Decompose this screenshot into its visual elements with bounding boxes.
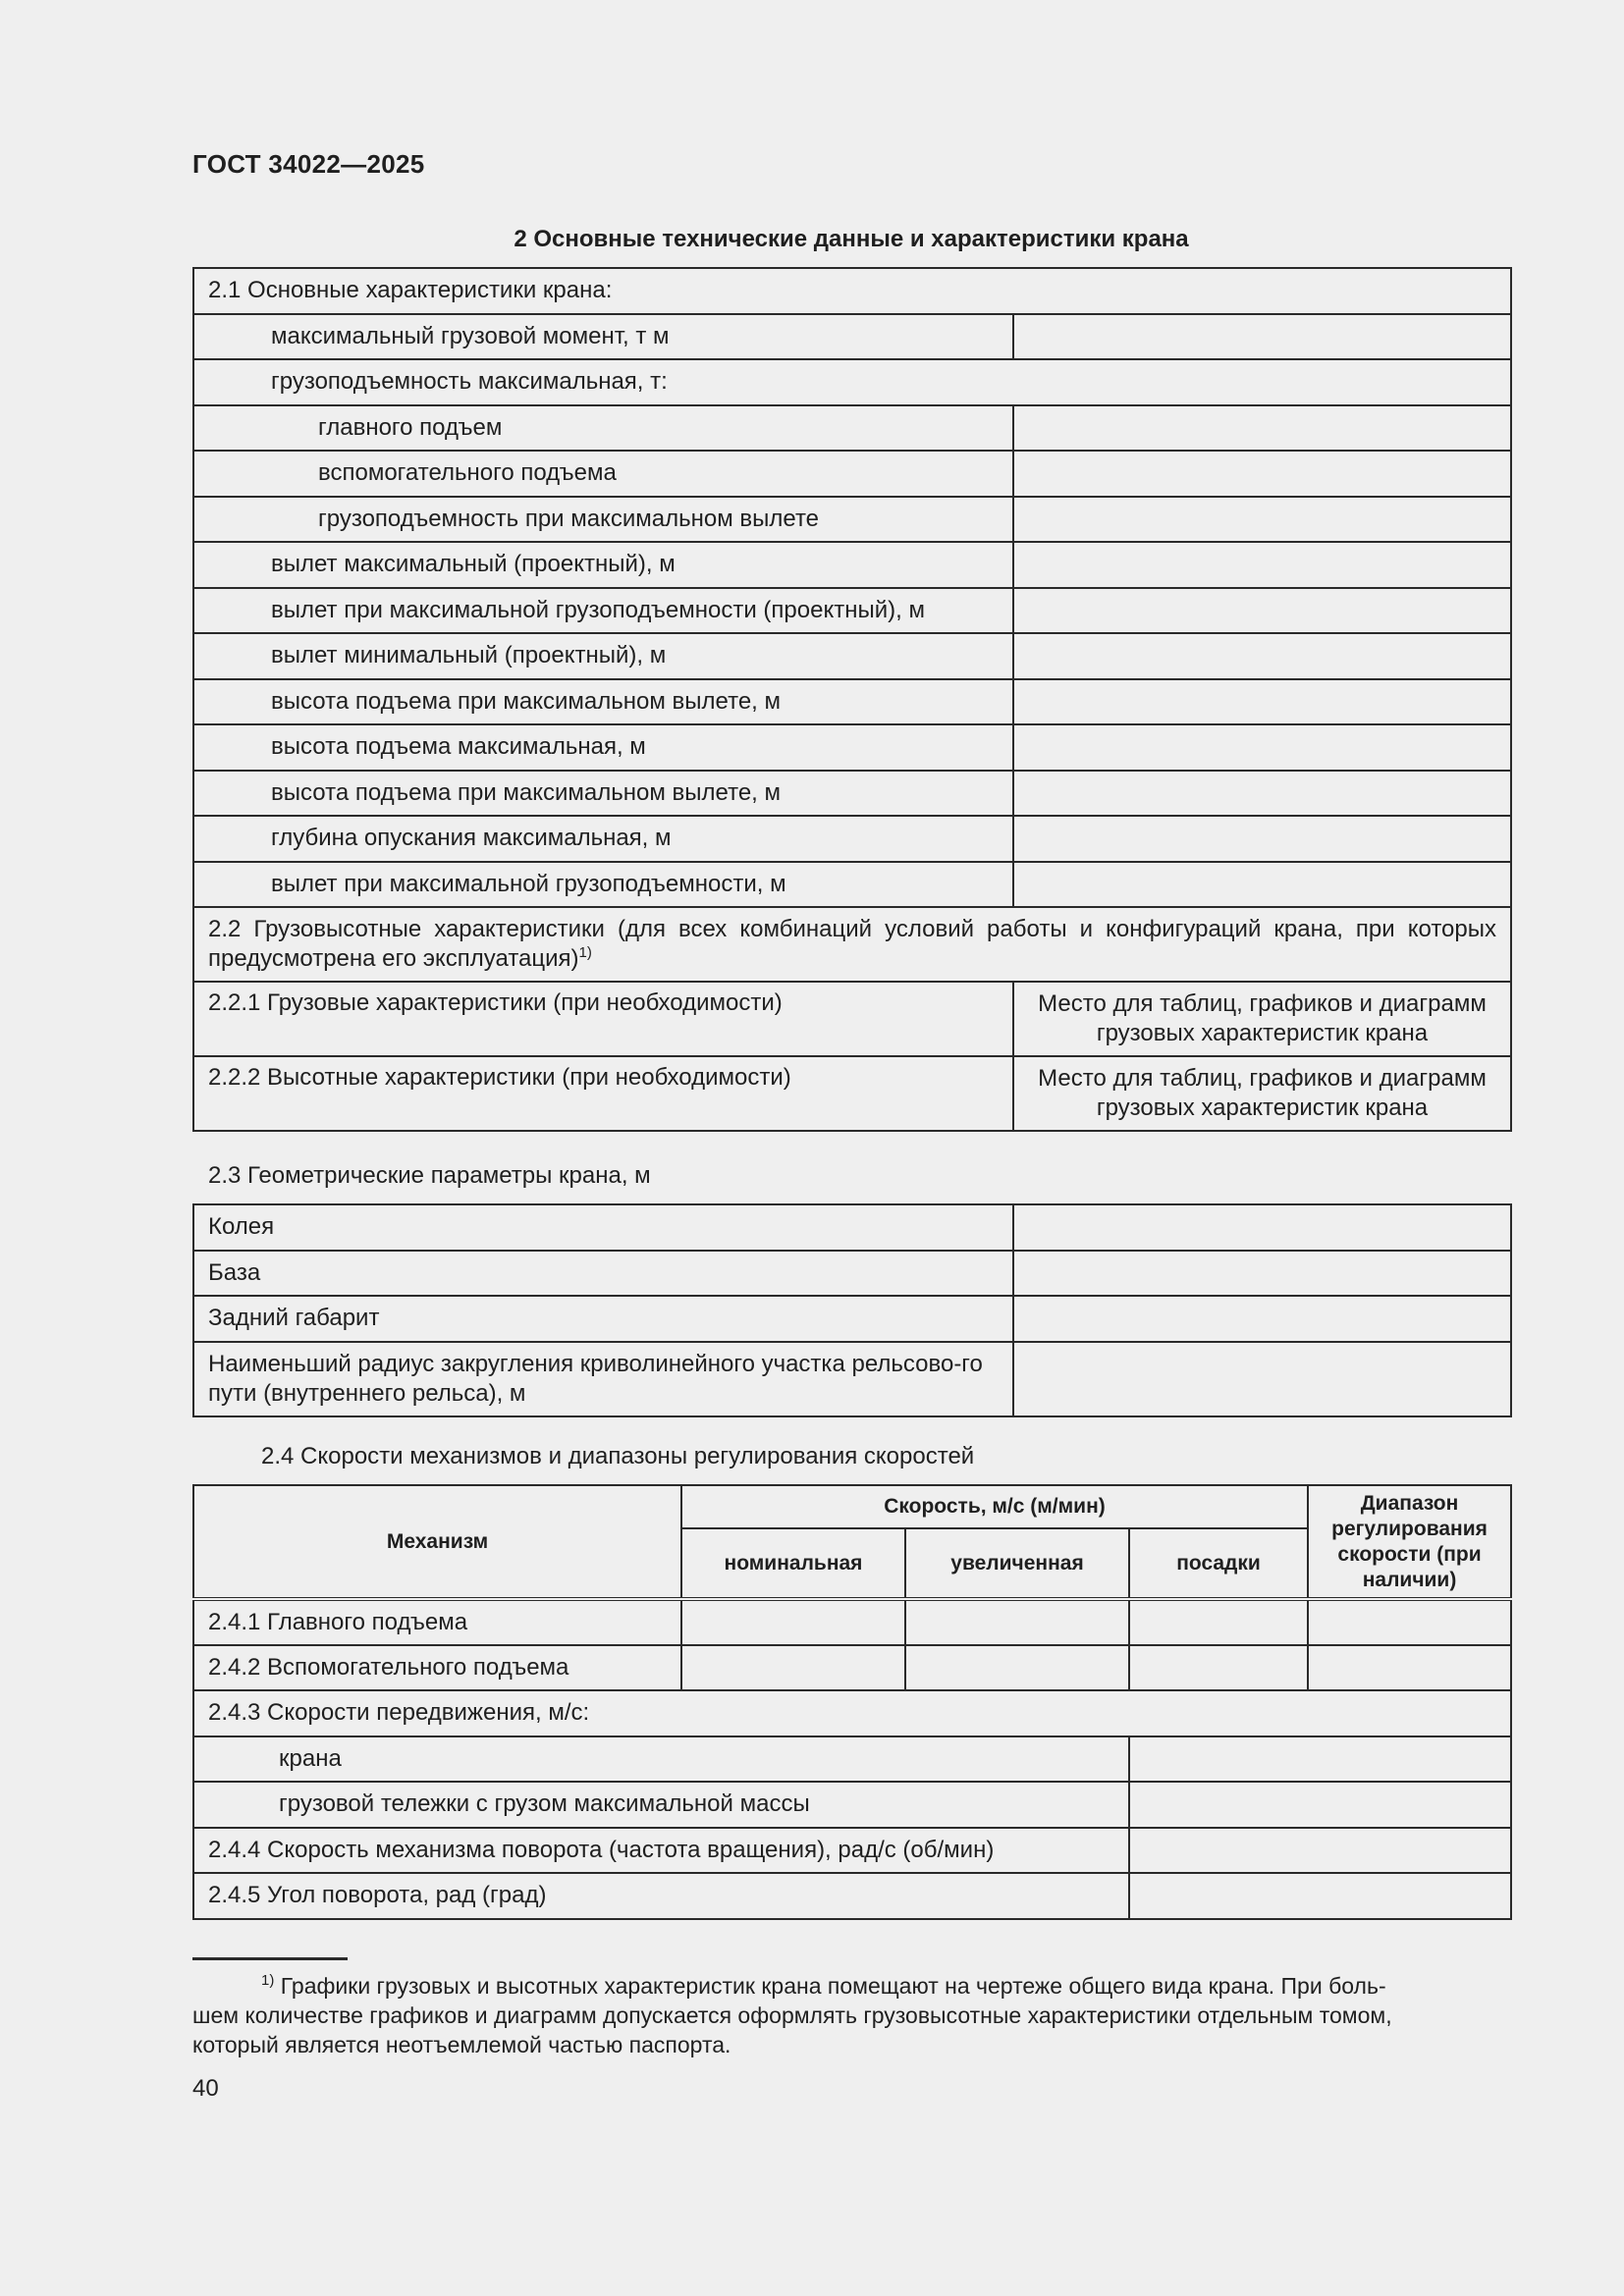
table-row xyxy=(193,724,1511,771)
table-row xyxy=(193,1296,1511,1342)
column-header-speed: Скорость, м/с (м/мин) xyxy=(681,1485,1308,1528)
section-2-3-label: 2.3 Геометрические параметры крана, м xyxy=(208,1162,651,1189)
footnote-mark: 1) xyxy=(261,1972,275,1989)
value-cell xyxy=(1013,1342,1511,1416)
value-cell xyxy=(1013,588,1511,634)
column-header-nominal: номинальная xyxy=(681,1528,905,1599)
section-2-2-label xyxy=(193,907,1511,982)
table-row xyxy=(193,405,1511,452)
value-cell xyxy=(1013,771,1511,817)
row-label: вылет при максимальной грузоподъемности, м xyxy=(193,862,1013,908)
row-label: Колея xyxy=(193,1204,1013,1251)
footnote-line xyxy=(192,1971,1510,2001)
table-row xyxy=(193,1736,1511,1783)
row-label: вспомогательного подъема xyxy=(193,451,1013,497)
section-2-4-label: 2.4 Скорости механизмов и диапазоны регулирования скоростей xyxy=(261,1443,975,1469)
section-2-2-2-label: 2.2.2 Высотные характеристики (при необходимости) xyxy=(193,1056,1013,1131)
table-row xyxy=(193,1056,1511,1131)
row-label: высота подъема максимальная, м xyxy=(193,724,1013,771)
section-2-2-1-label: 2.2.1 Грузовые характеристики (при необходимости) xyxy=(193,982,1013,1056)
value-cell xyxy=(1013,497,1511,543)
page-number: 40 xyxy=(192,2075,219,2102)
row-label: вылет максимальный (проектный), м xyxy=(193,542,1013,588)
row-label: вылет при максимальной грузоподъемности (проектный), м xyxy=(193,588,1013,634)
table-row xyxy=(193,862,1511,908)
row-label: высота подъема при максимальном вылете, м xyxy=(193,679,1013,725)
row-label: грузоподъемность при максимальном вылете xyxy=(193,497,1013,543)
document-header: ГОСТ 34022—2025 xyxy=(192,149,425,179)
column-header-increased: увеличенная xyxy=(905,1528,1129,1599)
table-row xyxy=(193,497,1511,543)
section-2-2-text: 2.2 Грузовысотные характеристики (для всех комбинаций условий работы и конфигураций крана, при которых предусмотрена его эксплуатация) xyxy=(208,916,1496,972)
row-label: максимальный грузовой момент, т м xyxy=(193,314,1013,360)
table-row xyxy=(193,1782,1511,1828)
value-cell xyxy=(1308,1645,1511,1691)
value-cell xyxy=(1013,1296,1511,1342)
row-label: 2.4.2 Вспомогательного подъема xyxy=(193,1645,681,1691)
row-label: грузоподъемность максимальная, т: xyxy=(193,359,1511,405)
footnote-ref: 1) xyxy=(578,944,592,961)
row-label: высота подъема при максимальном вылете, м xyxy=(193,771,1013,817)
footnote-line: который является неотъемлемой частью паспорта. xyxy=(192,2032,731,2057)
value-cell xyxy=(1013,862,1511,908)
column-header-mechanism: Механизм xyxy=(193,1485,681,1599)
main-characteristics-table xyxy=(192,267,1512,1132)
value-cell xyxy=(1013,542,1511,588)
table-row xyxy=(193,314,1511,360)
speeds-table xyxy=(192,1484,1512,1920)
value-cell xyxy=(1013,679,1511,725)
value-cell xyxy=(1129,1645,1308,1691)
footnote-text: Графики грузовых и высотных характеристик крана помещают на чертеже общего вида крана. При боль- xyxy=(274,1973,1386,1999)
row-label: грузовой тележки с грузом максимальной массы xyxy=(193,1782,1129,1828)
table-row xyxy=(193,907,1511,982)
row-label: вылет минимальный (проектный), м xyxy=(193,633,1013,679)
row-label: глубина опускания максимальная, м xyxy=(193,816,1013,862)
table-row xyxy=(193,1204,1511,1251)
geometry-table xyxy=(192,1203,1512,1417)
value-cell xyxy=(1013,1204,1511,1251)
table-row xyxy=(193,633,1511,679)
footnote-divider xyxy=(192,1957,348,1960)
row-label: крана xyxy=(193,1736,1129,1783)
row-label: База xyxy=(193,1251,1013,1297)
value-cell xyxy=(1013,1251,1511,1297)
section-title: 2 Основные технические данные и характеристики крана xyxy=(514,226,1189,252)
value-cell xyxy=(681,1599,905,1645)
table-row xyxy=(193,816,1511,862)
value-cell xyxy=(1129,1873,1511,1919)
value-cell xyxy=(905,1599,1129,1645)
table-row xyxy=(193,588,1511,634)
table-row xyxy=(193,982,1511,1056)
table-row xyxy=(193,1599,1511,1645)
row-label: 2.4.4 Скорость механизма поворота (частота вращения), рад/с (об/мин) xyxy=(193,1828,1129,1874)
row-label: главного подъем xyxy=(193,405,1013,452)
row-label: Наименьший радиус закругления криволинейного участка рельсово-го пути (внутреннего рельса), м xyxy=(193,1342,1013,1416)
table-row xyxy=(193,771,1511,817)
section-2-1-label: 2.1 Основные характеристики крана: xyxy=(193,268,1511,314)
value-cell xyxy=(1013,314,1511,360)
placeholder-cell: Место для таблиц, графиков и диаграмм грузовых характеристик крана xyxy=(1013,982,1511,1056)
value-cell xyxy=(1013,724,1511,771)
row-label: 2.4.5 Угол поворота, рад (град) xyxy=(193,1873,1129,1919)
table-header-row xyxy=(193,1485,1511,1528)
value-cell xyxy=(905,1645,1129,1691)
column-header-range: Диапазон регулирования скорости (при наличии) xyxy=(1308,1485,1511,1599)
row-label: Задний габарит xyxy=(193,1296,1013,1342)
value-cell xyxy=(1013,405,1511,452)
table-row xyxy=(193,1342,1511,1416)
table-row xyxy=(193,1251,1511,1297)
value-cell xyxy=(1129,1736,1511,1783)
value-cell xyxy=(1013,816,1511,862)
footnote-line: шем количестве графиков и диаграмм допускается оформлять грузовысотные характеристики отдельным томом, xyxy=(192,2002,1392,2028)
table-row xyxy=(193,1645,1511,1691)
table-row xyxy=(193,1873,1511,1919)
value-cell xyxy=(1129,1599,1308,1645)
column-header-landing: посадки xyxy=(1129,1528,1308,1599)
row-label: 2.4.3 Скорости передвижения, м/с: xyxy=(193,1690,1511,1736)
value-cell xyxy=(1129,1828,1511,1874)
value-cell xyxy=(681,1645,905,1691)
value-cell xyxy=(1308,1599,1511,1645)
value-cell xyxy=(1129,1782,1511,1828)
placeholder-cell: Место для таблиц, графиков и диаграмм грузовых характеристик крана xyxy=(1013,1056,1511,1131)
table-row xyxy=(193,1828,1511,1874)
value-cell xyxy=(1013,451,1511,497)
table-row xyxy=(193,1690,1511,1736)
footnote xyxy=(192,1971,1510,2059)
value-cell xyxy=(1013,633,1511,679)
table-row xyxy=(193,268,1511,314)
table-row xyxy=(193,679,1511,725)
table-row xyxy=(193,451,1511,497)
row-label: 2.4.1 Главного подъема xyxy=(193,1599,681,1645)
table-row xyxy=(193,359,1511,405)
table-row xyxy=(193,542,1511,588)
